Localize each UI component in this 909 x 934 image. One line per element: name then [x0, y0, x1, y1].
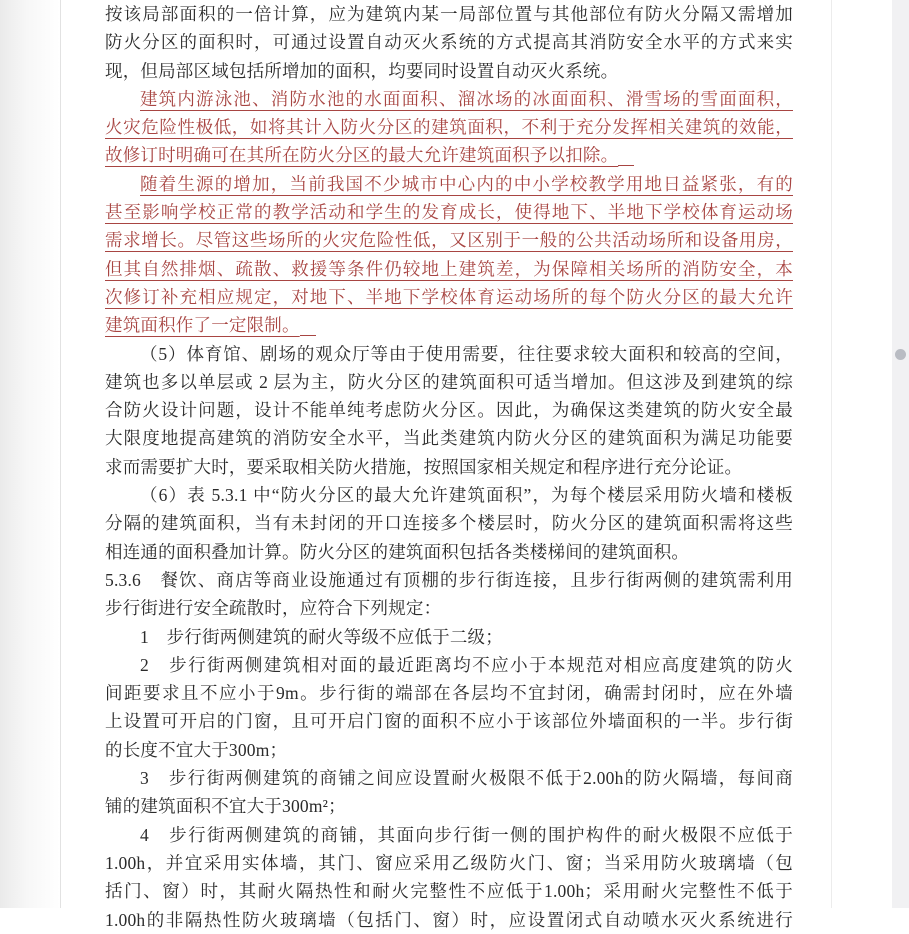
text-line: 现，但局部区域包括所增加的面积，均要同时设置自动灭火系统。 [105, 60, 619, 81]
scrollbar-thumb[interactable] [895, 349, 906, 360]
document-page [61, 0, 832, 930]
text-line: （5）体育馆、剧场的观众厅等由于使用需要，往往要求较大面积和较高的空间， [140, 343, 793, 364]
text-line: 建筑内游泳池、消防水池的水面面积、溜冰场的冰面面积、滑雪场的雪面面积， [140, 88, 793, 109]
text-line: 的长度不宜大于300m； [105, 739, 288, 760]
text-line: 建筑面积作了一定限制。 [105, 311, 793, 339]
text-line: 故修订时明确可在其所在防火分区的最大允许建筑面积予以扣除。 [105, 141, 793, 169]
text-line: 步行街进行安全疏散时，应符合下列规定： [105, 598, 442, 619]
text-line: 1.00h，并宜采用实体墙，其门、窗应采用乙级防火门、窗；当采用防火玻璃墙（包 [105, 852, 793, 873]
text-line: 按该局部面积的一倍计算，应为建筑内某一局部位置与其他部位有防火分隔又需增加 [105, 4, 793, 24]
text-line: 1.00h的非隔热性防火玻璃墙（包括门、窗）时，应设置闭式自动喷水灭火系统进行 [105, 909, 793, 930]
text-line: 随着生源的增加，当前我国不少城市中心内的中小学校教学用地日益紧张，有的 [140, 173, 793, 194]
text-line: 1 步行街两侧建筑的耐火等级不应低于二级； [140, 626, 503, 647]
text-line: 5.3.6 餐饮、商店等商业设施通过有顶棚的步行街连接，且步行街两侧的建筑需利用 [105, 569, 793, 590]
text-line: 合防火设计问题，设计不能单纯考虑防火分区。因此，为确保这类建筑的防火安全最 [105, 400, 793, 421]
text-line: （6）表 5.3.1 中“防火分区的最大允许建筑面积”，为每个楼层采用防火墙和楼板 [140, 485, 793, 506]
text-line: 甚至影响学校正常的教学活动和学生的发育成长，使得地下、半地下学校体育运动场 [105, 202, 793, 223]
text-line: 但其自然排烟、疏散、救援等条件仍较地上建筑差，为保障相关场所的消防安全，本 [105, 258, 793, 279]
text-line: 求而需要扩大时，要采取相关防火措施，按照国家相关规定和程序进行充分论证。 [105, 456, 743, 477]
text-line: 铺的建筑面积不宜大于300m²； [105, 796, 346, 817]
text-line: 防火分区的面积时，可通过设置自动灭火系统的方式提高其消防安全水平的方式来实 [105, 32, 793, 53]
scrollbar-track[interactable] [892, 0, 909, 908]
text-line: 上设置可开启的门窗，且可开启门窗的面积不应小于该部位外墙面积的一半。步行街 [105, 711, 793, 732]
underline-extension [618, 147, 634, 166]
text-line: 分隔的建筑面积，当有未封闭的开口连接多个楼层时，防火分区的建筑面积需将这些 [105, 513, 793, 534]
text-line: 建筑也多以单层或 2 层为主，防火分区的建筑面积可适当增加。但这涉及到建筑的综 [105, 371, 793, 392]
text-line: 次修订补充相应规定，对地下、半地下学校体育运动场所的每个防火分区的最大允许 [105, 286, 793, 307]
text-line: 需求增长。尽管这些场所的火灾危险性低，又区别于一般的公共活动场所和设备用房， [105, 230, 793, 251]
underline-extension [300, 317, 316, 336]
text-line: 2 步行街两侧建筑相对面的最近距离均不应小于本规范对相应高度建筑的防火 [140, 654, 793, 675]
text-line: 火灾危险性极低，如将其计入防火分区的建筑面积，不利于充分发挥相关建筑的效能， [105, 117, 793, 138]
text-line: 相连通的面积叠加计算。防火分区的建筑面积包括各类楼梯间的建筑面积。 [105, 541, 690, 562]
text-line: 4 步行街两侧建筑的商铺，其面向步行街一侧的围护构件的耐火极限不应低于 [140, 824, 793, 845]
text-line: 3 步行街两侧建筑的商铺之间应设置耐火极限不低于2.00h的防火隔墙，每间商 [140, 768, 793, 789]
document-text [105, 0, 793, 934]
text-line: 间距要求且不应小于9m。步行街的端部在各层均不宜封闭，确需封闭时，应在外墙 [105, 683, 793, 704]
page-left-edge-shadow [0, 0, 61, 908]
text-line: 大限度地提高建筑的消防安全水平，当此类建筑内防火分区的建筑面积为满足功能要 [105, 428, 793, 449]
text-line: 括门、窗）时，其耐火隔热性和耐火完整性不应低于1.00h；采用耐火完整性不低于 [105, 881, 793, 902]
